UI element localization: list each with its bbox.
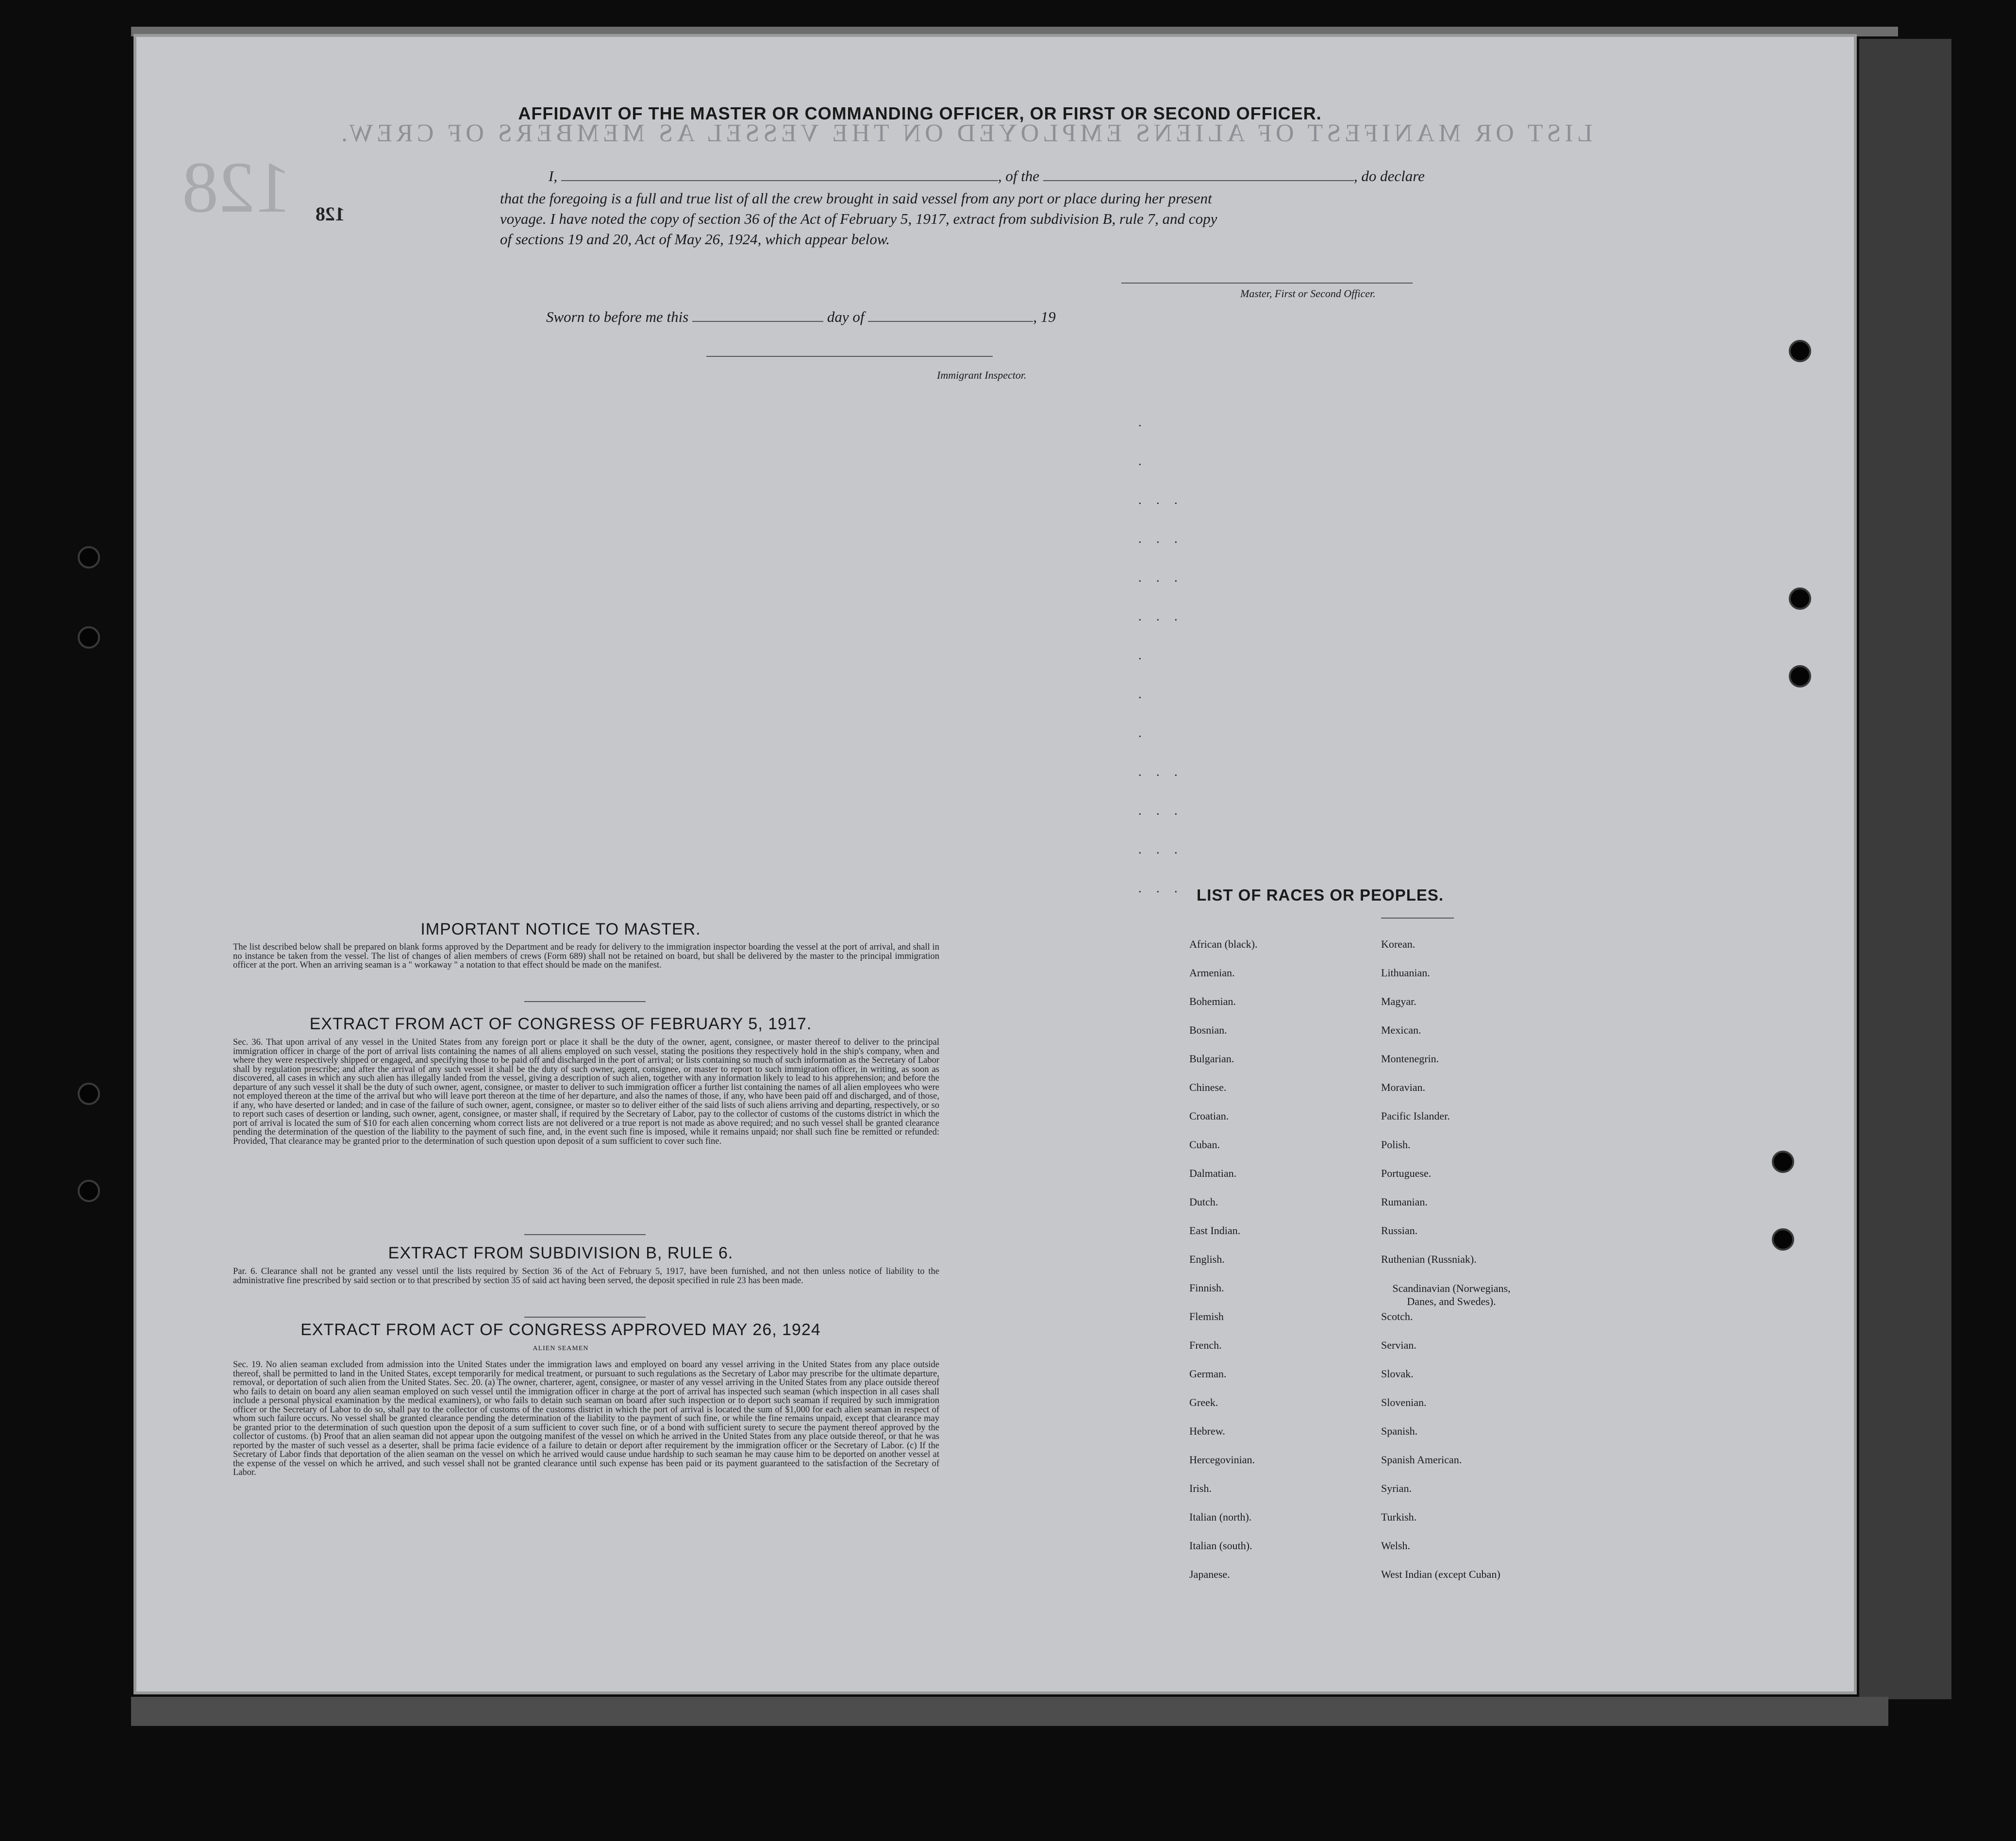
race-right-5: Moravian. [1381,1081,1426,1093]
race-left-8: Dalmatian. [1189,1167,1237,1179]
extract-1924-title: EXTRACT FROM ACT OF CONGRESS APPROVED MAY 26, 1924 [300,1321,821,1339]
race-left-11: English. [1189,1253,1225,1265]
race-right-8: Portuguese. [1381,1167,1432,1179]
race-right-22: West Indian (except Cuban) [1381,1568,1500,1580]
sworn-line [546,307,1056,327]
race-right-3: Mexican. [1381,1024,1421,1036]
race-left-1: Armenian. [1189,967,1235,979]
vessel-blank [1043,180,1354,181]
of-the-label: , of the [998,167,1040,184]
signature-line [1121,283,1413,284]
sworn-day-blank [692,321,823,322]
punch-hole-left-4 [78,1180,100,1202]
races-title-underline [1381,918,1454,919]
race-left-22: Japanese. [1189,1568,1230,1580]
sworn-day-of: day of [827,308,865,325]
extract-1917-divider [524,1234,646,1235]
race-right-16: Slovenian. [1381,1396,1427,1408]
race-left-12: Finnish. [1189,1282,1224,1294]
extract-1924-text: Sec. 19. No alien seaman excluded from admission into the United States under the immigration laws and employed on board any vessel arriving in the United States from any place outside thereof, shall be permitted to land in the United States, except temporarily for medical treatment, or pursuant to such regulations as the Secretary of Labor may prescribe for the ultimate departure, removal, or deportation of such alien from the United States. Sec. 20. (a) The owner, charterer, agent, consignee, or master of any vessel arriving in the United States from any place outside thereof who fails to detain on board any alien seaman employed on such vessel until the immigration officer in charge at the port of arrival has inspected such seaman (which inspection in all cases shall include a personal physical examination by the medical examiners), or who fails to detain such seaman on board after such inspection or to deport such seaman if required by such immigration officer or the Secretary of Labor to do so, shall pay to the collector of customs of the customs district in which the port of arrival is located the sum of $1,000 for each alien seaman in respect of whom such failure occurs. No vessel shall be granted clearance pending the determination of the liability to the payment of such fine, or while the fine remains unpaid, except that clearance may be granted prior to the determination of such question upon the deposit of a sum sufficient to cover such fine, or of a bond with sufficient surety to secure the payment thereof approved by the collector of customs. (b) Proof that an alien seaman did not appear upon the outgoing manifest of the vessel on which he arrived in the United States from any place outside thereof, or that he was reported by the master of such vessel as a deserter, shall be prima facie evidence of a failure to detain or deport after requirement by the immigration officer or the Secretary of Labor. (c) If the Secretary of Labor finds that deportation of the alien seaman on the vessel on which he arrived would cause undue hardship to such seaman he may cause him to be deported on another vessel at the expense of the vessel on which he arrived, and such vessel shall not be granted clearance until such expense has been paid or its payment guaranteed to the satisfaction of the Secretary of Labor. [233,1360,939,1477]
race-left-17: Hebrew. [1189,1425,1225,1437]
race-right-7: Polish. [1381,1138,1411,1151]
race-left-10: East Indian. [1189,1224,1241,1237]
extract-rule6-divider [524,1317,646,1318]
leader-dots-column: . . . . . . . . . . . . . . . . . . . . . . . . . . . . . [1138,415,1183,895]
race-right-9: Rumanian. [1381,1196,1428,1208]
inspector-label: Immigrant Inspector. [937,369,1027,381]
punch-hole-right-2 [1789,587,1811,610]
race-left-15: German. [1189,1368,1227,1380]
race-left-2: Bohemian. [1189,995,1236,1007]
declaration-line-2: voyage. I have noted the copy of section 36 of the Act of February 5, 1917, extract from subdivision B, rule 7, and copy [500,210,1217,227]
extract-1917-text: Sec. 36. That upon arrival of any vessel in the United States from any foreign port or place it shall be the duty of the owner, agent, consignee, or master thereof to deliver to the principal immigration officer in charge of the port of arrival lists containing the names of all aliens employed on such vessel, stating the positions they respectively hold in the ship's company, when and where they were respectively shipped or engaged, and specifying those to be paid off and discharged in the port of arrival; or lists containing so much of such information as the Secretary of Labor shall by regulation prescribe; and after the arrival of any such vessel it shall be the duty of such owner, agent, consignee, or master to report to such immigration officer, in writing, as soon as discovered, all cases in which any such alien has illegally landed from the vessel, giving a description of such alien, together with any information likely to lead to his apprehension; and before the departure of any such vessel it shall be the duty of such owner, agent, consignee, or master to deliver to such immigration officer a further list containing the names of all alien employees who were not employed thereon at the time of the arrival but who will leave port thereon at the time of her departure, and also the names of those, if any, who have been paid off and discharged, and of those, if any, who have deserted or landed; and in case of the failure of such owner, agent, consignee, or master so to deliver either of the said lists of such aliens arriving and departing, respectively, or so to report such cases of desertion or landing, such owner, agent, consignee, or master shall, if required by the Secretary of Labor, pay to the collector of customs of the customs district in which the port of arrival is located the sum of $10 for each alien concerning whom correct lists are not delivered or a true report is not made as above required; and no such vessel shall be granted clearance pending the determination of the question of the liability to the payment of such fine, and, in the event such fine is imposed, while it remains unpaid; nor shall such fine be remitted or refunded: Provided, That clearance may be granted prior to the determination of such question upon deposit of a sum sufficient to cover such fine. [233,1038,939,1146]
sworn-text: Sworn to before me this [546,308,689,325]
punch-hole-right-1 [1789,340,1811,362]
race-right-4: Montenegrin. [1381,1053,1439,1065]
race-left-14: French. [1189,1339,1222,1351]
race-right-2: Magyar. [1381,995,1416,1007]
race-right-13: Scotch. [1381,1310,1413,1322]
race-right-17: Spanish. [1381,1425,1418,1437]
page-stack-edge-right [1859,39,1951,1699]
important-notice-title: IMPORTANT NOTICE TO MASTER. [420,920,701,938]
declaration-line-1: that the foregoing is a full and true list of all the crew brought in said vessel from any port or place during her present [500,190,1212,207]
race-right-18: Spanish American. [1381,1454,1462,1466]
races-title: LIST OF RACES OR PEOPLES. [1197,886,1444,904]
race-right-21: Welsh. [1381,1540,1410,1552]
race-left-16: Greek. [1189,1396,1218,1408]
race-left-21: Italian (south). [1189,1540,1252,1552]
race-right-15: Slovak. [1381,1368,1414,1380]
notice-divider [524,1001,646,1002]
bleed-through-header: LIST OR MANIFEST OF ALIENS EMPLOYED ON THE VESSEL AS MEMBERS OF CREW. [337,119,1593,147]
race-left-20: Italian (north). [1189,1511,1252,1523]
punch-hole-right-3 [1789,665,1811,687]
race-right-0: Korean. [1381,938,1416,950]
page-number-mirrored: 128 [316,203,345,225]
name-blank [561,180,998,181]
sworn-month-blank [868,321,1033,322]
punch-hole-left-2 [78,626,100,649]
punch-hole-right-4 [1772,1151,1794,1173]
signature-label: Master, First or Second Officer. [1240,287,1376,300]
race-left-4: Bulgarian. [1189,1053,1234,1065]
extract-1917-title: EXTRACT FROM ACT OF CONGRESS OF FEBRUARY 5, 1917. [309,1015,812,1033]
race-right-10: Russian. [1381,1224,1418,1237]
race-right-19: Syrian. [1381,1482,1412,1494]
inspector-line [706,356,993,357]
sworn-year: , 19 [1033,308,1056,325]
affidavit-title: AFFIDAVIT OF THE MASTER OR COMMANDING OFFICER, OR FIRST OR SECOND OFFICER. [518,103,1322,123]
race-right-11: Ruthenian (Russniak). [1381,1253,1477,1265]
declaration-line-0 [549,166,1592,186]
i-label: I, [549,167,558,184]
extract-1924-subtitle: ALIEN SEAMEN [533,1345,589,1352]
race-right-6: Pacific Islander. [1381,1110,1450,1122]
punch-hole-right-5 [1772,1228,1794,1251]
race-right-20: Turkish. [1381,1511,1417,1523]
page-stack-edge-bottom [131,1697,1888,1726]
manifest-page [133,34,1857,1694]
race-left-3: Bosnian. [1189,1024,1227,1036]
do-declare-label: , do declare [1353,167,1425,184]
punch-hole-left-1 [78,546,100,569]
race-right-12: Scandinavian (Norwegians, Danes, and Swedes). [1392,1282,1511,1307]
race-right-1: Lithuanian. [1381,967,1430,979]
extract-rule6-text: Par. 6. Clearance shall not be granted any vessel until the lists required by Section 36 of the Act of February 5, 1917, have been furnished, and not then unless notice of liability to the administrative fine prescribed by said section or to that prescribed by section 35 of said act having been served, the deposit specified in rule 23 has been made. [233,1267,939,1286]
race-left-7: Cuban. [1189,1138,1220,1151]
race-left-5: Chinese. [1189,1081,1227,1093]
bleed-through-stamp: 128 [182,147,291,228]
race-left-18: Hercegovinian. [1189,1454,1255,1466]
declaration-line-3: of sections 19 and 20, Act of May 26, 1924, which appear below. [500,231,890,248]
important-notice-text: The list described below shall be prepared on blank forms approved by the Department and be ready for delivery to the immigration inspector boarding the vessel at the port of arrival, and shall in no instance be taken from the vessel. The list of changes of alien members of crews (Form 689) shall not be retained on board, but shall be delivered by the master to the principal immigration officer at the port. When an arriving seaman is a " workaway " a notation to that effect should be made on the manifest. [233,942,939,970]
race-left-0: African (black). [1189,938,1258,950]
punch-hole-left-3 [78,1083,100,1105]
race-left-6: Croatian. [1189,1110,1229,1122]
race-left-19: Irish. [1189,1482,1212,1494]
extract-rule6-title: EXTRACT FROM SUBDIVISION B, RULE 6. [388,1244,733,1262]
race-left-9: Dutch. [1189,1196,1218,1208]
race-left-13: Flemish [1189,1310,1224,1322]
race-right-14: Servian. [1381,1339,1416,1351]
